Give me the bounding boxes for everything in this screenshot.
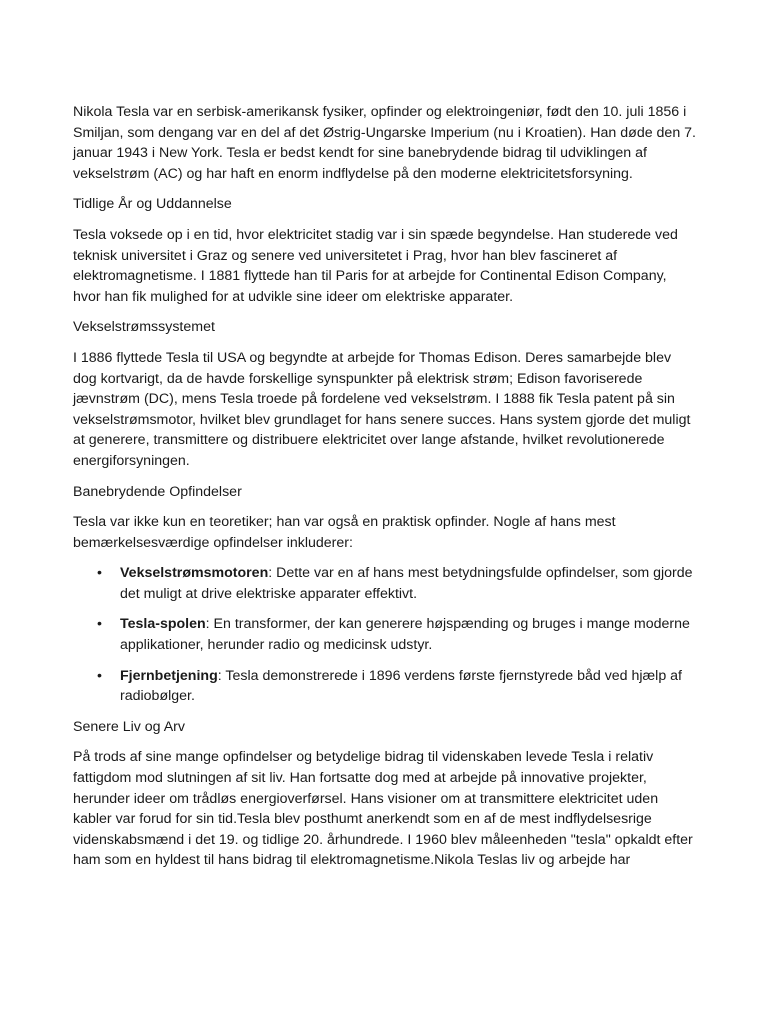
bullet-icon: • — [97, 616, 102, 633]
document-page — [73, 102, 698, 881]
later-life-paragraph: På trods af sine mange opfindelser og betydelige bidrag til videnskaben levede Tesla i relativ fattigdom mod slutningen af sit liv. Han fortsatte dog med at arbejde på innovative projekter, herunder ideer om trådløs energioverførsel. Hans visioner om at transmittere elektricitet uden kabler var forud for sin tid.Tesla blev posthumt anerkendt som en af de mest indflydelsesrige videnskabsmænd i det 19. og tidlige 20. århundrede. I 1960 blev måleenheden "tesla" opkaldt efter ham som en hyldest til hans bidrag til elektromagnetisme.Nikola Teslas liv og arbejde har — [73, 749, 693, 869]
bullet-icon: • — [97, 667, 102, 684]
inventions-paragraph: Tesla var ikke kun en teoretiker; han var også en praktisk opfinder. Nogle af hans mest bemærkelsesværdige opfindelser inkluderer: — [73, 514, 616, 551]
list-item — [97, 614, 698, 655]
heading-later-life: Senere Liv og Arv — [73, 718, 185, 735]
list-item-term: Fjernbetjening — [120, 667, 218, 684]
early-years-paragraph: Tesla voksede op i en tid, hvor elektricitet stadig var i sin spæde begyndelse. Han studerede ved teknisk universitet i Graz og senere ved universitetet i Prag, hvor han blev fascineret af elektromagnetisme. I 1881 flyttede han til Paris for at arbejde for Continental Edison Company, hvor han fik mulighed for at udvikle sine ideer om elektriske apparater. — [73, 226, 678, 305]
ac-system-paragraph: I 1886 flyttede Tesla til USA og begyndte at arbejde for Thomas Edison. Deres samarbejde blev dog kortvarigt, da de havde forskellige synspunkter på elektrisk strøm; Edison favoriserede jævnstrøm (DC), mens Tesla troede på fordelene ved vekselstrøm. I 1888 fik Tesla patent på sin vekselstrømsmotor, hvilket blev grundlaget for hans senere succes. Hans system gjorde det muligt at generere, transmittere og distribuere elektricitet over lange afstande, hvilket revolutionerede energiforsyningen. — [73, 349, 691, 469]
list-item-term: Vekselstrømsmotoren — [120, 565, 269, 582]
inventions-list — [73, 563, 698, 707]
list-item — [97, 666, 698, 707]
list-item-desc: : Dette var en af hans mest betydningsfulde opfindelser, som gjorde det muligt at drive elektriske apparater effektivt. — [120, 565, 693, 602]
list-item-desc: : En transformer, der kan generere højspænding og bruges i mange moderne applikationer, herunder radio og medicinsk udstyr. — [120, 616, 690, 654]
intro-paragraph: Nikola Tesla var en serbisk-amerikansk fysiker, opfinder og elektroingeniør, født den 10. juli 1856 i Smiljan, som dengang var en del af det Østrig-Ungarske Imperium (nu i Kroatien). Han døde den 7. januar 1943 i New York. Tesla er bedst kendt for sine banebrydende bidrag til udviklingen af vekselstrøm (AC) og har haft en enorm indflydelse på den moderne elektricitetsforsyning. — [73, 104, 696, 182]
bullet-icon: • — [97, 565, 102, 582]
list-item — [97, 563, 698, 604]
list-item-desc: : Tesla demonstrerede i 1896 verdens første fjernstyrede båd ved hjælp af radiobølger. — [120, 667, 682, 705]
list-item-term: Tesla-spolen — [120, 616, 206, 633]
heading-ac-system: Vekselstrømssystemet — [73, 319, 215, 336]
heading-inventions: Banebrydende Opfindelser — [73, 483, 242, 500]
heading-early-years: Tidlige År og Uddannelse — [73, 196, 232, 213]
